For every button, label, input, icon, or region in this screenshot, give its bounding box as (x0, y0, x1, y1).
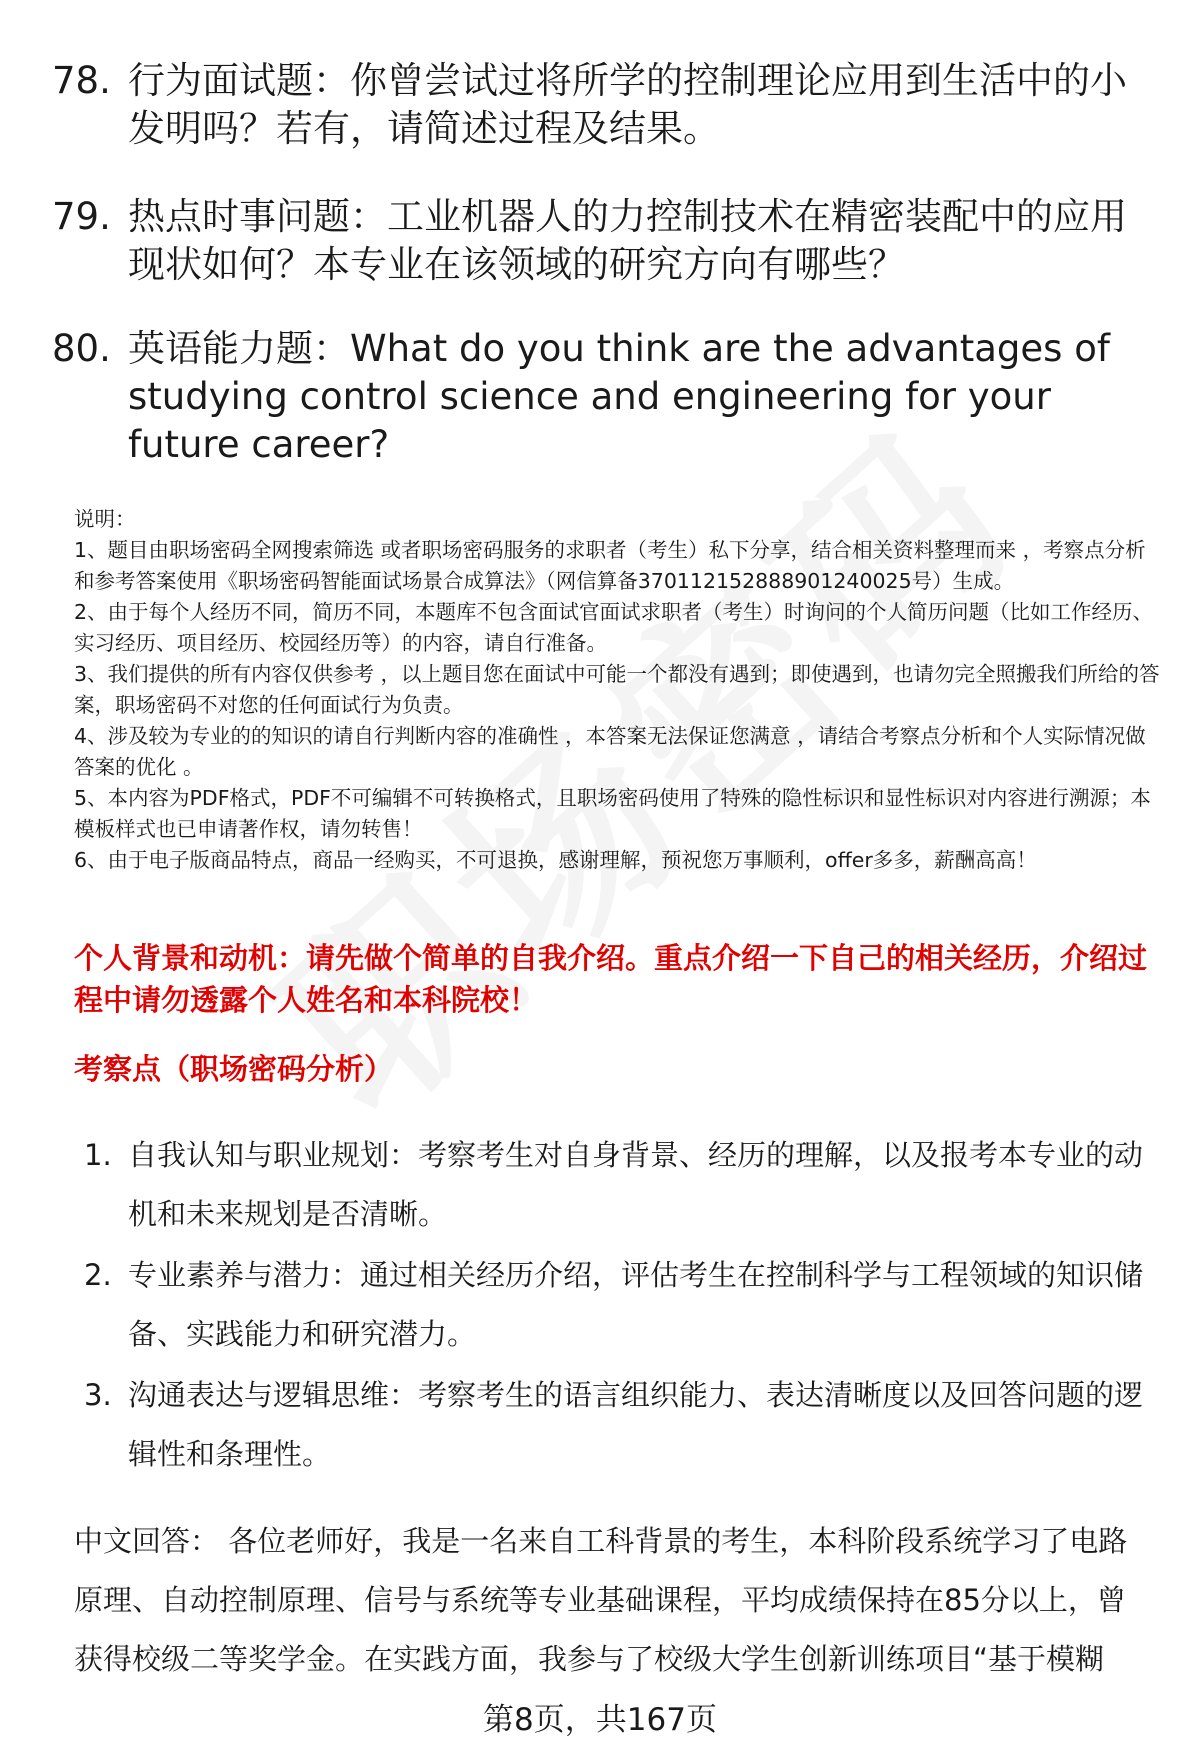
question-text: 热点时事问题：工业机器人的力控制技术在精密装配中的应用现状如何？本专业在该领域的研究方向有哪些？ (128, 195, 1127, 286)
note-item: 1、题目由职场密码全网搜索筛选 或者职场密码服务的求职者（考生）私下分享，结合相关资料整理而来 ，考察点分析和参考答案使用《职场密码智能面试场景合成算法》（网信算备370112152888901240025号）生成。 (74, 538, 1146, 593)
current-question-heading: 个人背景和动机：请先做个简单的自我介绍。重点介绍一下自己的相关经历，介绍过程中请勿透露个人姓名和本科院校！ (74, 941, 1148, 1017)
question-number: 80. (52, 327, 111, 370)
question-79 (52, 193, 1152, 289)
note-item: 2、由于每个人经历不同，简历不同，本题库不包含面试官面试求职者（考生）时询问的个人简历问题（比如工作经历、实习经历、项目经历、校园经历等）的内容，请自行准备。 (74, 600, 1154, 655)
point-number: 3. (84, 1378, 112, 1412)
analysis-point (84, 1246, 1154, 1364)
question-80 (52, 325, 1152, 469)
point-text: 自我认知与职业规划：考察考生对自身背景、经历的理解，以及报考本专业的动机和未来规划是否清晰。 (128, 1138, 1144, 1231)
note-item: 5、本内容为PDF格式，PDF不可编辑不可转换格式，且职场密码使用了特殊的隐性标识和显性标识对内容进行溯源；本模板样式也已申请著作权，请勿转售！ (74, 786, 1151, 841)
point-number: 2. (84, 1258, 112, 1292)
question-number: 78. (52, 59, 111, 102)
analysis-point (84, 1366, 1154, 1484)
answer-paragraph: 中文回答： 各位老师好，我是一名来自工科背景的考生，本科阶段系统学习了电路原理、自动控制原理、信号与系统等专业基础课程，平均成绩保持在85分以上，曾获得校级二等奖学金。在实践方面，我参与了校级大学生创新训练项目“基于模糊 (74, 1524, 1128, 1676)
notes-title: 说明： (74, 507, 136, 531)
point-number: 1. (84, 1138, 112, 1172)
note-item: 3、我们提供的所有内容仅供参考 ，以上题目您在面试中可能一个都没有遇到；即使遇到，也请勿完全照搬我们所给的答案，职场密码不对您的任何面试行为负责。 (74, 662, 1160, 717)
question-text: 行为面试题：你曾尝试过将所学的控制理论应用到生活中的小发明吗？若有，请简述过程及结果。 (128, 59, 1127, 150)
question-number: 79. (52, 195, 111, 238)
note-item: 6、由于电子版商品特点，商品一经购买，不可退换，感谢理解，预祝您万事顺利，offer多多，薪酬高高！ (74, 848, 1037, 872)
analysis-heading: 考察点（职场密码分析） (74, 1052, 394, 1086)
point-text: 沟通表达与逻辑思维：考察考生的语言组织能力、表达清晰度以及回答问题的逻辑性和条理性。 (128, 1378, 1144, 1471)
analysis-point (84, 1126, 1154, 1244)
analysis-points (84, 1126, 1154, 1484)
question-78 (52, 57, 1152, 153)
point-text: 专业素养与潜力：通过相关经历介绍，评估考生在控制科学与工程领域的知识储备、实践能力和研究潜力。 (128, 1258, 1144, 1351)
note-item: 4、涉及较为专业的的知识的请自行判断内容的准确性 ，本答案无法保证您满意 ，请结合考察点分析和个人实际情况做答案的优化 。 (74, 724, 1146, 779)
disclaimer-notes (74, 504, 1164, 876)
question-text: 英语能力题：What do you think are the advantages of studying control science and engineering for your future career? (128, 327, 1110, 466)
page-footer: 第8页，共167页 (483, 1702, 717, 1738)
